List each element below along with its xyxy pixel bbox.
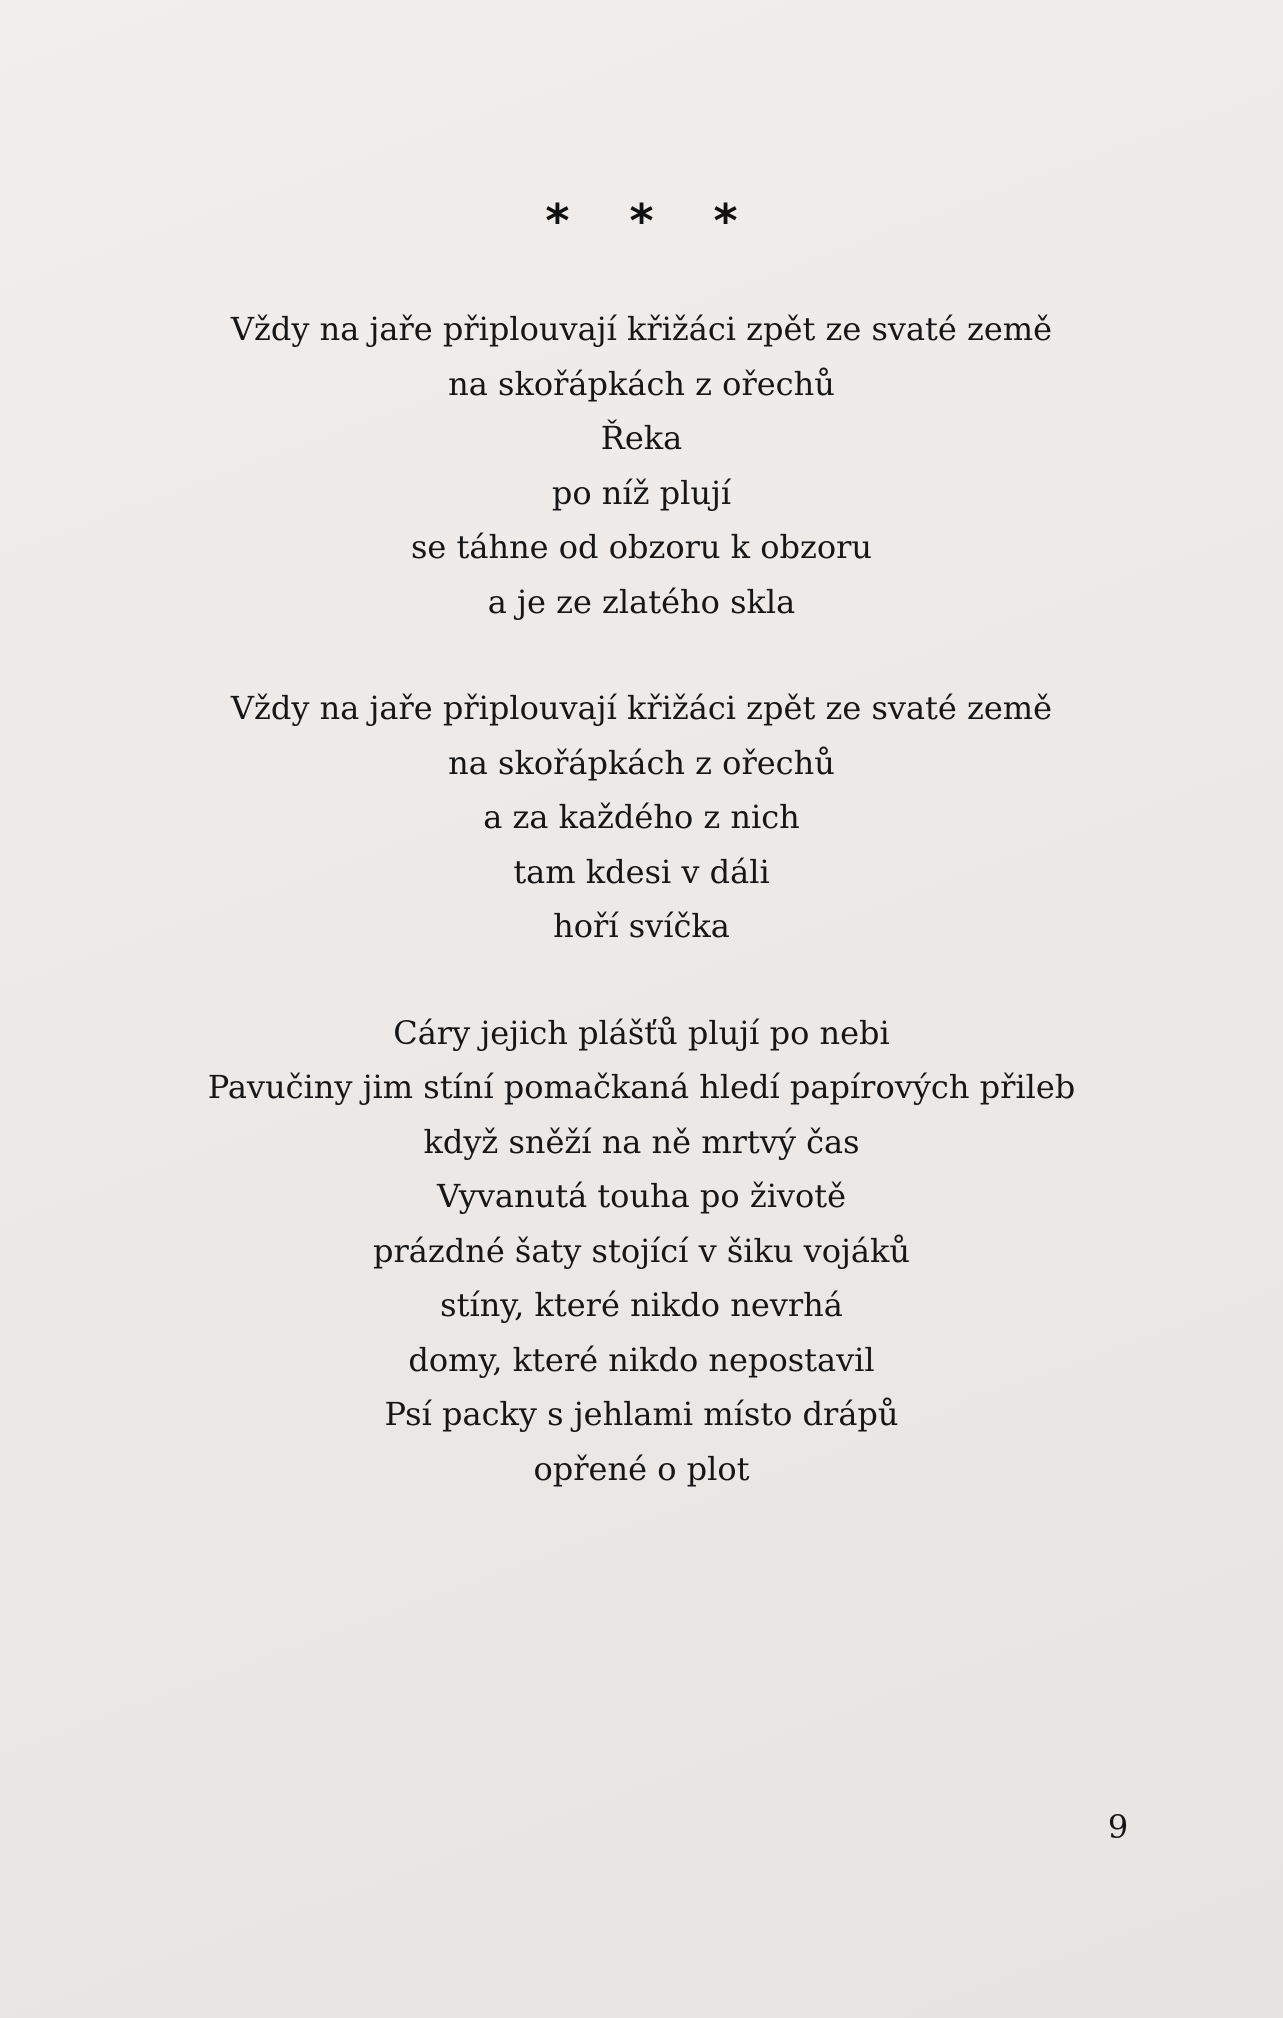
page-number: 9 (1107, 1808, 1129, 1846)
stanza-2 (0, 681, 1283, 954)
poem-line: Vždy na jaře připlouvají křižáci zpět ze svaté země (230, 689, 1053, 727)
poem-line: opřené o plot (533, 1449, 750, 1488)
poem-line: stíny, které nikdo nevrhá (440, 1286, 843, 1324)
poem-line: a za každého z nich (483, 798, 800, 836)
poem-line: a je ze zlatého skla (487, 582, 796, 621)
poem-line: tam kdesi v dáli (513, 852, 770, 891)
poem-line: Pavučiny jim stíní pomačkaná hledí papírových přileb (207, 1068, 1076, 1106)
poem-line: Vyvanutá touha po životě (436, 1177, 847, 1215)
poem-line: Cáry jejich plášťů plují po nebi (393, 1013, 890, 1052)
stanza-3 (0, 1006, 1283, 1497)
poem-line: Psí packy s jehlami místo drápů (384, 1395, 899, 1433)
poem-line: na skořápkách z ořechů (448, 743, 835, 782)
poem (0, 302, 1283, 1548)
poem-line: po níž plují (551, 473, 732, 512)
poem-line: prázdné šaty stojící v šiku vojáků (373, 1231, 910, 1270)
stanza-1 (0, 302, 1283, 629)
poem-line: na skořápkách z ořechů (448, 364, 835, 403)
poem-line: když sněží na ně mrtvý čas (423, 1122, 860, 1161)
poem-line: hoří svíčka (553, 907, 730, 945)
poem-line: Řeka (600, 419, 683, 457)
poem-line: se táhne od obzoru k obzoru (410, 528, 872, 566)
section-ornament: * * * (545, 194, 760, 248)
poem-line: Vždy na jaře připlouvají křižáci zpět ze svaté země (230, 310, 1053, 348)
poem-line: domy, které nikdo nepostavil (408, 1340, 875, 1379)
